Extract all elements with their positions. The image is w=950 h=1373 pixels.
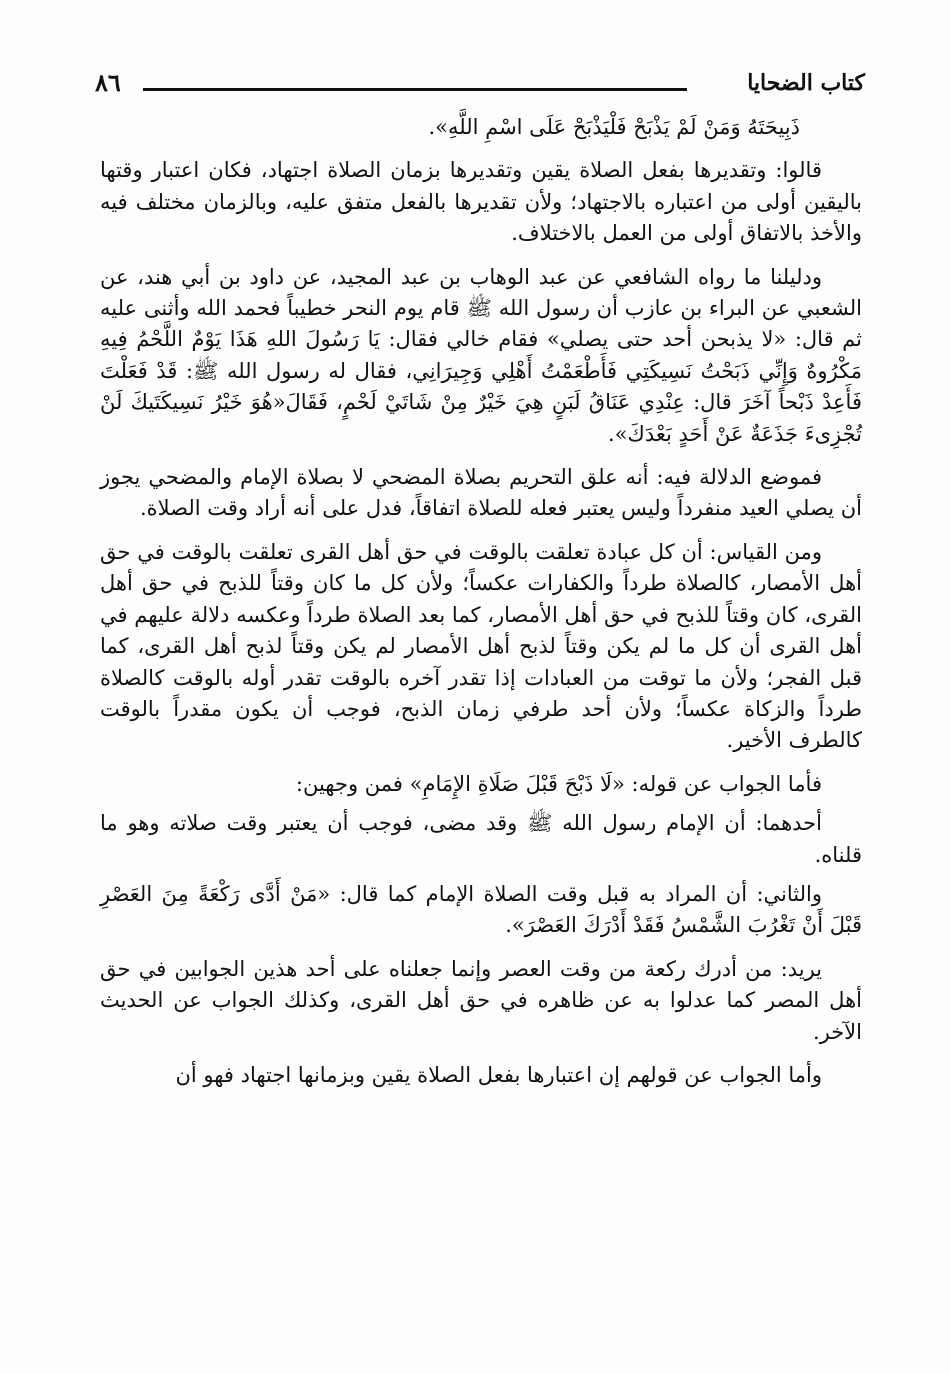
- paragraph-dalil: ودليلنا ما رواه الشافعي عن عبد الوهاب بن عبد المجيد، عن داود بن أبي هند، عن الشعبي عن البراء بن عازب أن رسول الله ﷺ قام يوم النحر خطيباً فحمد الله وأثنى عليه ثم قال: «لا يذبحن أحد حتى يصلي» فقام خالي فقال: يَا رَسُولَ اللهِ هَذَا يَوْمٌ اللَّحْمُ فِيهِ مَكْرُوهٌ وَإِنِّي ذَبَحْتُ نَسِيكَتِي فَأَطْعَمْتُ أَهْلِي وَجِيرَانِي، فقال له رسول الله ﷺ: قَدْ فَعَلْتَ فَأَعِدْ ذَبْحاً آخَرَ قال: عِنْدِي عَنَاقُ لَبَنٍ هِيَ خَيْرٌ مِنْ شَاتَيْ لَحْمٍ، فَقَالَ«هُوَ خَيْرُ نَسِيكَتَيكَ لَنْ تُجْزِىءَ جَذَعَةٌ عَنْ أَحَدٍ بَعْدَكَ».: [100, 264, 862, 446]
- paragraph-qiyas: ومن القياس: أن كل عبادة تعلقت بالوقت في حق أهل القرى تعلقت بالوقت في حق أهل الأمصار، كالصلاة طرداً والكفارات عكساً؛ ولأن كل ما كان وقتاً للذبح في حق أهل القرى، كان وقتاً للذبح في حق أهل الأمصار، كما بعد الصلاة طرداً وعكسه دلالة عليهم في أهل القرى أن كل ما لم يكن وقتاً لذبح أهل الأمصار لم يكن وقتاً لذبح أهل القرى، كما قبل الفجر؛ ولأن ما توقت من العبادات إذا تقدر آخره بالوقت تقدر أوله بالوقت كالصلاة طرداً والزكاة عكساً؛ ولأن أحد طرفي زمان الذبح، فوجب أن يكون مقدراً بالوقت كالطرف الأخير.: [100, 539, 862, 753]
- paragraph-qalu: قالوا: وتقديرها بفعل الصلاة يقين وتقديرها بزمان الصلاة اجتهاد، فكان اعتبار وقتها باليقين أولى من اعتباره بالاجتهاد؛ ولأن تقديرها بالفعل متفق عليه، وبالزمان مختلف فيه والأخذ بالاتفاق أولى من العمل بالاختلاف.: [100, 158, 862, 246]
- paragraph-thani: والثاني: أن المراد به قبل وقت الصلاة الإمام كما قال: «مَنْ أَدَّى رَكْعَةً مِنَ العَصْرِ قَبْلَ أَنْ تَغْرُبَ الشَّمْسُ فَقَدْ أَدْرَكَ العَصْرَ».: [100, 881, 862, 938]
- paragraph-ahaduhuma: أحدهما: أن الإمام رسول الله ﷺ وقد مضى، فوجب أن يعتبر وقت صلاته وهو ما قلناه.: [100, 811, 862, 867]
- paragraph-amma-jawab: وأما الجواب عن قولهم إن اعتبارها بفعل الصلاة يقين وبزمانها اجتهاد فهو أن: [175, 1062, 822, 1087]
- page-header: [95, 64, 865, 104]
- header-rule: [143, 88, 687, 91]
- paragraph-mawdi-dalala: فموضع الدلالة فيه: أنه علق التحريم بصلاة المضحي لا بصلاة الإمام والمضحي يجوز أن يصلي العيد منفرداً وليس يعتبر فعله للصلاة اتفاقاً، فدل على أنه أراد وقت الصلاة.: [100, 465, 862, 521]
- page-number: ٨٦: [95, 68, 121, 97]
- book-title: كتاب الضحايا: [747, 70, 865, 96]
- paragraph-hadith-end: ذَبِيحَتَهُ وَمَنْ لَمْ يَذْبَحْ فَلْيَذْبَحْ عَلَى اسْمِ اللَّهِ».: [428, 115, 800, 139]
- paragraph-yurid: يريد: من أدرك ركعة من وقت العصر وإنما جعلناه على أحد هذين الجوابين في حق أهل المصر كما عدلوا به عن ظاهره في حق أهل القرى، وكذلك الجواب عن الحديث الآخر.: [100, 956, 862, 1044]
- body-text: [100, 112, 862, 1091]
- paragraph-jawab: فأما الجواب عن قوله: «لَا ذَبْحَ قَبْلَ صَلَاةِ الإِمَامِ» فمن وجهين:: [295, 771, 822, 796]
